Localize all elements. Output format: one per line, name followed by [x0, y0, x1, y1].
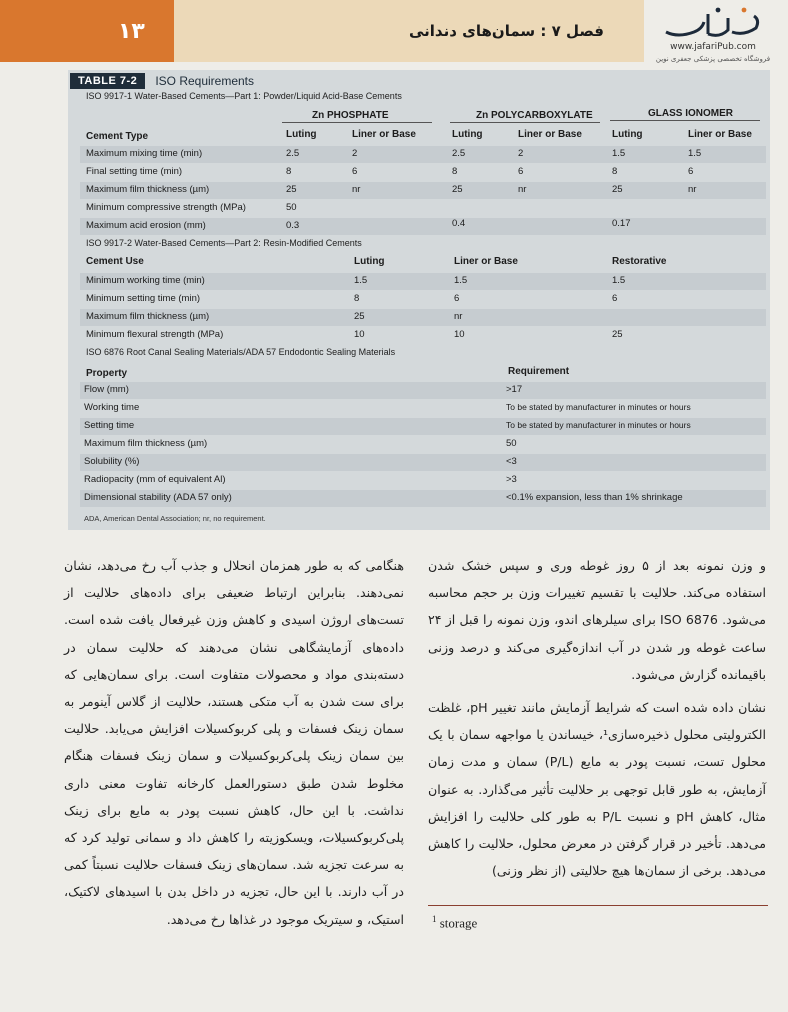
row-label: Radiopacity (mm of equivalent Al): [84, 474, 226, 485]
table-row: [80, 490, 766, 507]
table-cell: 25: [452, 184, 463, 195]
paragraph: نشان داده شده است که شرایط آزمایش مانند تغییر pH، غلظت الکترولیتی محلول ذخیره‌سازی¹، خیساندن یا مواجهه سمان با یک محلول تست، نسبت پودر به مایع (P/L) سمان و مدت زمان آزمایش، به طور قابل توجهی بر حلالیت تأثیر می‌گذارد. به عنوان مثال، کاهش pH و نسبت P/L به طور کلی حلالیت را افزایش می‌دهد. تأخیر در قرار گرفتن در معرض محلول، حلالیت را کاهش می‌دهد. برخی از سمان‌ها هیچ حلالیتی (از نظر وزنی): [428, 700, 767, 879]
header-cell: Cement Use: [86, 256, 144, 267]
table-header-row: [80, 254, 766, 271]
table-header-row: [80, 364, 766, 381]
table-cell: 2.5: [286, 148, 300, 159]
table-cell: 6: [454, 293, 460, 304]
table-cell: 8: [452, 166, 458, 177]
table-cell: nr: [352, 184, 361, 195]
table-cell: nr: [454, 311, 463, 322]
row-label: Maximum film thickness (µm): [84, 438, 208, 449]
header-cell: Requirement: [508, 366, 570, 377]
footnote-rule: [428, 905, 768, 906]
row-label: Minimum compressive strength (MPa): [86, 202, 246, 213]
header-cell: Restorative: [612, 256, 667, 267]
table-title: [70, 72, 254, 90]
table-cell: 50: [286, 202, 297, 213]
table-cell: 8: [612, 166, 618, 177]
table-cell: nr: [688, 184, 697, 195]
table-name: ISO Requirements: [155, 74, 255, 88]
row-label: Maximum film thickness (µm): [86, 184, 210, 195]
table-cell: 25: [612, 329, 623, 340]
group-underline: [610, 120, 760, 121]
table-cell: <3: [506, 456, 517, 467]
row-label: Minimum flexural strength (MPa): [86, 329, 224, 340]
page-number: ۱۳: [0, 0, 174, 62]
table-cell: To be stated by manufacturer in minutes or hours: [506, 420, 691, 430]
table-row: [80, 291, 766, 308]
row-label: Working time: [84, 402, 140, 413]
footnote-text: storage: [439, 915, 478, 931]
part1-caption: ISO 9917-1 Water-Based Cements—Part 1: Powder/Liquid Acid-Base Cements: [86, 91, 402, 101]
row-label: Maximum film thickness (µm): [86, 311, 210, 322]
group-underline: [282, 122, 432, 123]
footnote: [432, 914, 477, 931]
header-cell: Liner or Base: [454, 256, 518, 267]
header-cell: Cement Type: [86, 131, 149, 142]
table-number: TABLE 7-2: [70, 73, 145, 89]
table-cell: 10: [454, 329, 465, 340]
right-text-column: [428, 552, 766, 884]
logo-url: www.jafariPub.com: [670, 42, 756, 52]
row-label: Maximum mixing time (min): [86, 148, 203, 159]
part3-caption: ISO 6876 Root Canal Sealing Materials/ADA 57 Endodontic Sealing Materials: [86, 347, 396, 357]
row-label: Setting time: [84, 420, 135, 431]
table-cell: 6: [612, 293, 618, 304]
table-cell: 0.4: [452, 218, 466, 229]
table-cell: nr: [518, 184, 527, 195]
header-cell: Luting: [286, 129, 317, 140]
table-cell: 1.5: [454, 275, 468, 286]
table-cell: 25: [354, 311, 365, 322]
table-cell: 6: [352, 166, 358, 177]
logo-subtitle: فروشگاه تخصصی پزشکی جعفری نوین: [655, 55, 771, 63]
row-label: Solubility (%): [84, 456, 140, 467]
table-row: [80, 454, 766, 471]
table-cell: 1.5: [688, 148, 702, 159]
table-cell: 2: [518, 148, 524, 159]
header-cell: Liner or Base: [518, 129, 582, 140]
table-row: [80, 382, 766, 399]
header-cell: Luting: [612, 129, 643, 140]
header-cell: Liner or Base: [352, 129, 416, 140]
table-cell: 2.5: [452, 148, 466, 159]
table-row: [80, 418, 766, 435]
table-cell: 1.5: [354, 275, 368, 286]
table-row: [80, 164, 766, 181]
part2-caption: ISO 9917-2 Water-Based Cements—Part 2: Resin-Modified Cements: [86, 238, 362, 248]
table-row: [80, 182, 766, 199]
group-underline: [450, 122, 600, 123]
table-cell: >3: [506, 474, 517, 485]
group-header: GLASS IONOMER: [648, 108, 734, 119]
header-cell: Luting: [452, 129, 483, 140]
table-cell: >17: [506, 384, 523, 395]
row-label: Maximum acid erosion (mm): [86, 220, 206, 231]
table-cell: 8: [354, 293, 360, 304]
table-cell: <0.1% expansion, less than 1% shrinkage: [506, 492, 683, 503]
group-header: Zn POLYCARBOXYLATE: [476, 110, 593, 121]
row-label: Final setting time (min): [86, 166, 183, 177]
table-cell: 50: [506, 438, 517, 449]
table-cell: 25: [286, 184, 297, 195]
table-row: [80, 146, 766, 163]
table-cell: 0.3: [286, 220, 300, 231]
table-cell: To be stated by manufacturer in minutes or hours: [506, 402, 691, 412]
row-label: Flow (mm): [84, 384, 129, 395]
paragraph: و وزن نمونه بعد از ۵ روز غوطه وری و سپس خشک شدن استفاده می‌کند. حلالیت با تقسیم تغییرات وزن بر حجم محاسبه می‌شود. ISO 6876 برای سیلرهای اندو، وزن نمونه را قبل از ۲۴ ساعت غوطه ور شدن در آب اندازه‌گیری می‌کند و درصد وزنی باقیمانده گزارش می‌شود.: [428, 558, 766, 682]
table-row: [80, 273, 766, 290]
header-cell: Property: [86, 368, 128, 379]
table-header-row: [80, 127, 766, 144]
table-cell: 8: [286, 166, 292, 177]
table-row: [80, 218, 766, 235]
table-row: [80, 327, 766, 344]
table-row: [80, 309, 766, 326]
footnote-mark: 1: [432, 914, 437, 924]
table-cell: 10: [354, 329, 365, 340]
table-cell: 6: [518, 166, 524, 177]
header-cell: Luting: [354, 256, 385, 267]
table-footnote: ADA, American Dental Association; nr, no requirement.: [84, 514, 266, 523]
left-text-column: [64, 552, 404, 933]
table-row: [80, 400, 766, 417]
table-cell: 25: [612, 184, 623, 195]
row-label: Minimum working time (min): [86, 275, 205, 286]
row-label: Minimum setting time (min): [86, 293, 201, 304]
table-row: [80, 472, 766, 489]
table-cell: 2: [352, 148, 358, 159]
table-cell: 1.5: [612, 148, 626, 159]
paragraph: هنگامی که به طور همزمان انحلال و جذب آب رخ می‌دهد، نشان نمی‌دهند. بنابراین ارتباط ضعیفی برای داده‌های حلالیت از تست‌های اروژن اسیدی و کاهش وزن غیرفعال یافت شده است. داده‌های آزمایشگاهی نشان می‌دهند که حلالیت سمان در دسته‌بندی مواد و محصولات متفاوت است. برای سمان‌هایی که برای ست شدن به آب متکی هستند، حلالیت از گلاس آینومر به سمان زینک فسفات و پلی کربوکسیلات افزایش می‌یابد. حلالیت بین سمان زینک پلی‌کربوکسیلات و سمان زینک فسفات هنگام مخلوط شدن طبق دستورالعمل کارخانه تفاوت معنی داری نداشت. با این حال، کاهش نسبت پودر به مایع برای زینک پلی‌کربوکسیلات، ویسکوزیته را کاهش داد و سمانی تولید کرد که به سرعت تجزیه شد. سمان‌های زینک فسفات حلالیت نسبتاً کمی در آب دارند. با این حال، تجزیه در داخل بدن با اسیدهای لاکتیک، استیک، و سیتریک موجود در غذاها رخ می‌دهد.: [64, 558, 404, 927]
table-row: [80, 200, 766, 217]
header-cell: Liner or Base: [688, 129, 752, 140]
row-label: Dimensional stability (ADA 57 only): [84, 492, 232, 503]
chapter-title: فصل ۷ : سمان‌های دندانی: [174, 0, 644, 62]
group-header: Zn PHOSPHATE: [312, 110, 389, 121]
table-cell: 6: [688, 166, 694, 177]
logo-mark: [658, 2, 768, 46]
table-cell: 1.5: [612, 275, 626, 286]
table-cell: 0.17: [612, 218, 631, 229]
table-row: [80, 436, 766, 453]
